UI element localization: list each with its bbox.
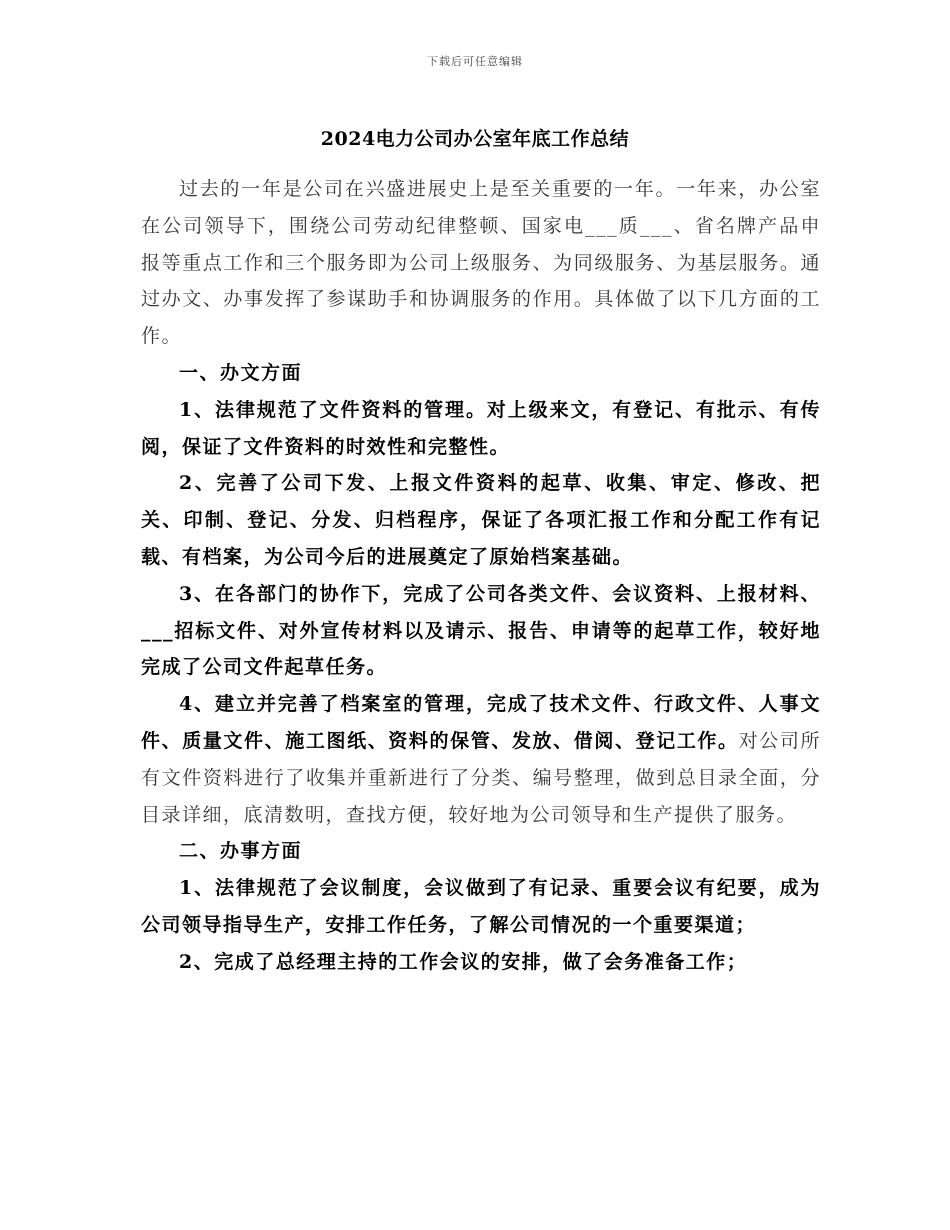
section1-item-2: 2、完善了公司下发、上报文件资料的起草、收集、审定、修改、把关、印制、登记、分发、归档程序，保证了各项汇报工作和分配工作有记载、有档案，为公司今后的进展奠定了原始档案基础。 — [141, 472, 821, 568]
section2-item-2: 2、完成了总经理主持的工作会议的安排，做了会务准备工作； — [179, 950, 748, 973]
section-heading-affairs-work: 二、办事方面 — [179, 840, 303, 863]
intro-paragraph: 过去的一年是公司在兴盛进展史上是至关重要的一年。一年来，办公室在公司领导下，围绕公司劳动纪律整顿、国家电___质___、省名牌产品申报等重点工作和三个服务即为公司上级服务、为同级服务、为基层服务。通过办文、办事发挥了参谋助手和协调服务的作用。具体做了以下几方面的工作。 — [141, 178, 821, 348]
section1-item-4 — [141, 686, 821, 833]
page-header-note: 下载后可任意编辑 — [427, 55, 523, 68]
section1-item-4-bold-text: 4、建立并完善了档案室的管理，完成了技术文件、行政文件、人事文件、质量文件、施工图纸、资料的保管、发放、借阅、登记工作。 — [141, 693, 821, 752]
section2-item-1: 1、法律规范了会议制度，会议做到了有记录、重要会议有纪要，成为公司领导指导生产，安排工作任务，了解公司情况的一个重要渠道； — [141, 877, 821, 936]
section1-item-4-regular-text: 对公司所有文件资料进行了收集并重新进行了分类、编号整理，做到总目录全面，分目录详细，底清数明，查找方便，较好地为公司领导和生产提供了服务。 — [141, 729, 821, 826]
document-title: 2024电力公司办公室年底工作总结 — [320, 128, 630, 150]
section-heading-document-work: 一、办文方面 — [179, 361, 303, 384]
section1-item-3: 3、在各部门的协作下，完成了公司各类文件、会议资料、上报材料、___招标文件、对外宣传材料以及请示、报告、申请等的起草工作，较好地完成了公司文件起草任务。 — [141, 582, 821, 679]
section1-item-1: 1、法律规范了文件资料的管理。对上级来文，有登记、有批示、有传阅，保证了文件资料的时效性和完整性。 — [141, 398, 821, 458]
document-body — [141, 171, 821, 981]
